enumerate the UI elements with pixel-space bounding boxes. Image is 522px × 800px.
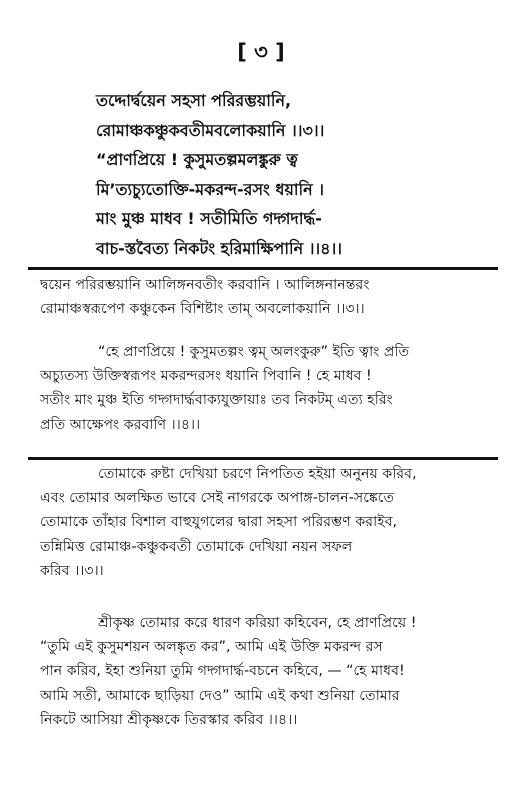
sanskrit-verse [96, 86, 496, 263]
verse-line: রোমাঞ্চকঞ্চুকবতীমবলোকয়ানি ।।৩।। [96, 120, 325, 140]
section-divider [28, 267, 498, 270]
text-line: দ্বয়েন পরিরম্ভয়ানি আলিঙ্গনবতীং করবানি । আলিঙ্গনানন্তরং [40, 277, 370, 293]
commentary-paragraph [40, 273, 500, 321]
verse-line: বাচ-স্তবৈত্য নিকটং হরিমাক্ষিপানি ।।৪।। [96, 238, 342, 258]
text-line: তোমাকে তাঁহার বিশাল বাহুযুগলের দ্বারা সহসা পরিরম্ভণ করাইব, [40, 514, 397, 531]
text-line: সতীং মাং মুঞ্চ ইতি গদ্গদার্দ্ধবাক্যযুক্তায়াঃ তব নিকটম্ এত্য হরিং [40, 392, 393, 409]
text-line: তন্নিমিত্ত রোমাঞ্চ-কঞ্চুকবতী তোমাকে দেখিয়া নয়ন সফল [40, 538, 353, 555]
text-line: “হে প্রাণপ্রিয়ে ! কুসুমতল্পং ত্বম্ অলংকুরু” ইতি ত্বাং প্রতি [98, 344, 410, 360]
text-line: অচ্যুতস্য উক্তিস্বরূপং মকরন্দরসং ধয়ানি পিবানি ! হে মাধব ! [40, 368, 372, 385]
commentary-paragraph [40, 340, 500, 437]
text-line: প্রতি আক্ষেপং করবাণি ।।৪।। [40, 416, 201, 433]
verse-line: তদ্দোর্দ্বয়েন সহসা পরিরম্ভয়ানি, [96, 91, 292, 110]
page-number: [ ৩ ] [237, 40, 285, 64]
text-line: রোমাঞ্চস্বরূপেণ কঞ্চুকেন বিশিষ্টাং তাম্ অবলোকয়ানি ।।৩।। [40, 301, 365, 318]
verse-line: মি’ত্যচ্যুতোক্তি-মকরন্দ-রসং ধয়ানি । [96, 179, 324, 199]
translation-paragraph [40, 462, 500, 583]
text-line: “তুমি এই কুসুমশয়ন অলঙ্কৃত কর”, আমি এই উক্তি মকরন্দ রস [40, 639, 383, 656]
text-line: নিকটে আসিয়া শ্রীকৃষ্ণকে তিরস্কার করিব ।।৪।। [40, 711, 298, 728]
verse-line: মাং মুঞ্চ মাধব ! সতীমিতি গদ্গদার্দ্ধ- [96, 209, 322, 228]
text-line: পান করিব, ইহা শুনিয়া তুমি গদ্গদার্দ্ধ-বচনে কহিবে, — “হে মাধব! [40, 663, 405, 680]
text-line: আমি সতী, আমাকে ছাড়িয়া দেও” আমি এই কথা শুনিয়া তোমার [40, 687, 400, 704]
section-divider [28, 457, 498, 460]
text-line: এবং তোমার অলক্ষিত ভাবে সেই নাগরকে অপাঙ্গ-চালন-সঙ্কেতে [40, 490, 395, 507]
text-line: করিব ।।৩।। [40, 562, 104, 579]
translation-paragraph [40, 611, 500, 732]
text-line: তোমাকে রুষ্টা দেখিয়া চরণে নিপতিত হইয়া অনুনয় করিব, [98, 466, 417, 482]
verse-line: “প্রাণপ্রিয়ে ! কুসুমতল্পমলঙ্কুরু ত্ব [96, 150, 298, 169]
text-line: শ্রীকৃষ্ণ তোমার করে ধারণ করিয়া কহিবেন, হে প্রাণপ্রিয়ে ! [98, 615, 417, 631]
